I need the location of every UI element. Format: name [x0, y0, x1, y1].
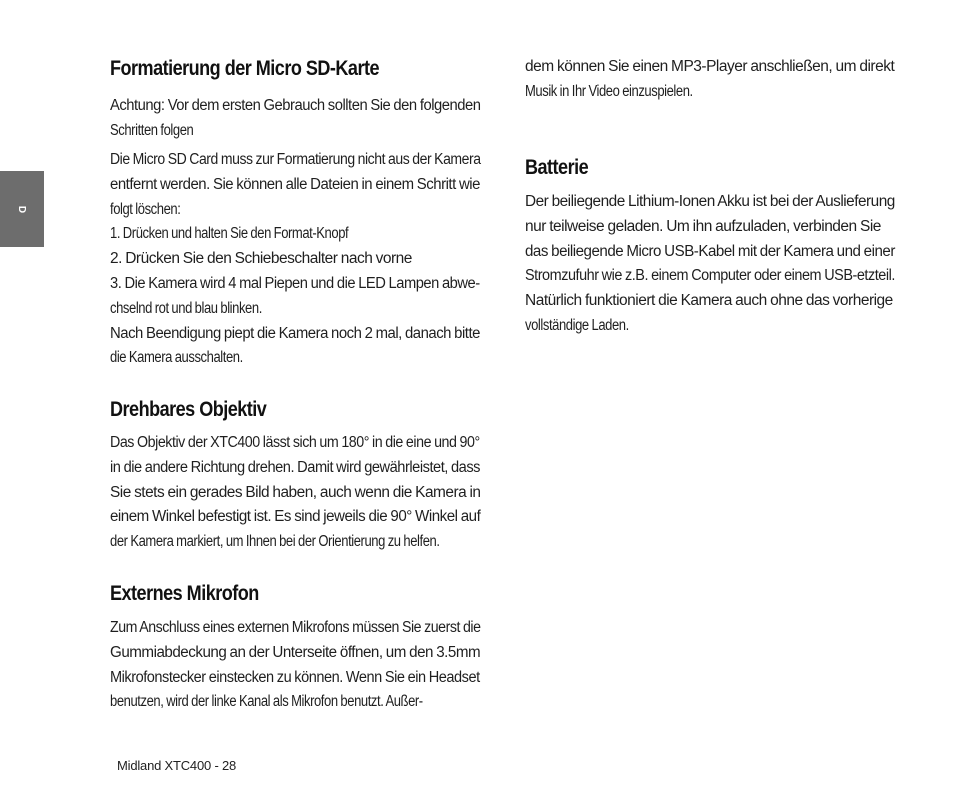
text-line: 1. Drücken und halten Sie den Format-Knopf — [110, 225, 349, 243]
text-line: in die andere Richtung drehen. Damit wird gewährleistet, dass — [110, 458, 481, 476]
text-line: Stromzufuhr wie z.B. einem Computer oder einem USB-etzteil. — [525, 267, 895, 285]
heading-mikrofon: Externes Mikrofon — [110, 582, 259, 605]
language-tab-label: D — [16, 205, 28, 213]
text-line: Natürlich funktioniert die Kamera auch ohne das vorherige — [525, 292, 893, 310]
heading-objektiv: Drehbares Objektiv — [110, 398, 267, 421]
text-line: Die Micro SD Card muss zur Formatierung nicht aus der Kamera — [110, 151, 481, 168]
text-line: Nach Beendigung piept die Kamera noch 2 mal, danach bitte — [110, 324, 480, 342]
text-line: Achtung: Vor dem ersten Gebrauch sollten Sie den folgenden — [110, 97, 481, 114]
paragraph-objektiv — [110, 431, 480, 555]
text-line: vollständige Laden. — [525, 316, 629, 334]
text-line: entfernt werden. Sie können alle Dateien in einem Schritt wie — [110, 175, 480, 193]
text-line: Das Objektiv der XTC400 lässt sich um 180° in die eine und 90° — [110, 434, 480, 451]
text-line: nur teilweise geladen. Um ihn aufzuladen, verbinden Sie — [525, 217, 881, 235]
text-line: die Kamera ausschalten. — [110, 349, 243, 367]
heading-formatierung: Formatierung der Micro SD-Karte — [110, 57, 380, 80]
text-line: der Kamera markiert, um Ihnen bei der Orientierung zu helfen. — [110, 533, 440, 551]
text-line: einem Winkel befestigt ist. Es sind jeweils die 90° Winkel auf — [110, 508, 481, 526]
language-tab — [0, 171, 44, 247]
text-line: benutzen, wird der linke Kanal als Mikrofon benutzt. Außer- — [110, 693, 423, 711]
text-line: Zum Anschluss eines externen Mikrofons müssen Sie zuerst die — [110, 619, 481, 636]
text-line: Schritten folgen — [110, 121, 194, 139]
paragraph-achtung — [110, 94, 480, 144]
paragraph-batterie — [525, 190, 895, 339]
paragraph-mikrofon — [110, 616, 480, 715]
text-line: chselnd rot und blau blinken. — [110, 299, 262, 317]
paragraph-continuation — [525, 55, 895, 105]
text-line: Sie stets ein gerades Bild haben, auch wenn die Kamera in — [110, 483, 481, 501]
page-footer: Midland XTC400 - 28 — [117, 758, 237, 773]
text-line: Mikrofonstecker einstecken zu können. Wenn Sie ein Headset — [110, 668, 480, 686]
text-line: das beiliegende Micro USB-Kabel mit der Kamera und einer — [525, 242, 895, 260]
text-line: 2. Drücken Sie den Schiebeschalter nach vorne — [110, 250, 412, 268]
paragraph-formatierung — [110, 148, 480, 371]
text-line: dem können Sie einen MP3-Player anschließen, um direkt — [525, 58, 895, 75]
text-line: Gummiabdeckung an der Unterseite öffnen, um den 3.5mm — [110, 643, 481, 661]
text-line: Der beiliegende Lithium-Ionen Akku ist bei der Auslieferung — [525, 193, 895, 210]
text-line: folgt löschen: — [110, 200, 181, 218]
text-line: 3. Die Kamera wird 4 mal Piepen und die LED Lampen abwe- — [110, 274, 480, 292]
heading-batterie: Batterie — [525, 156, 589, 179]
text-line: Musik in Ihr Video einzuspielen. — [525, 82, 693, 100]
